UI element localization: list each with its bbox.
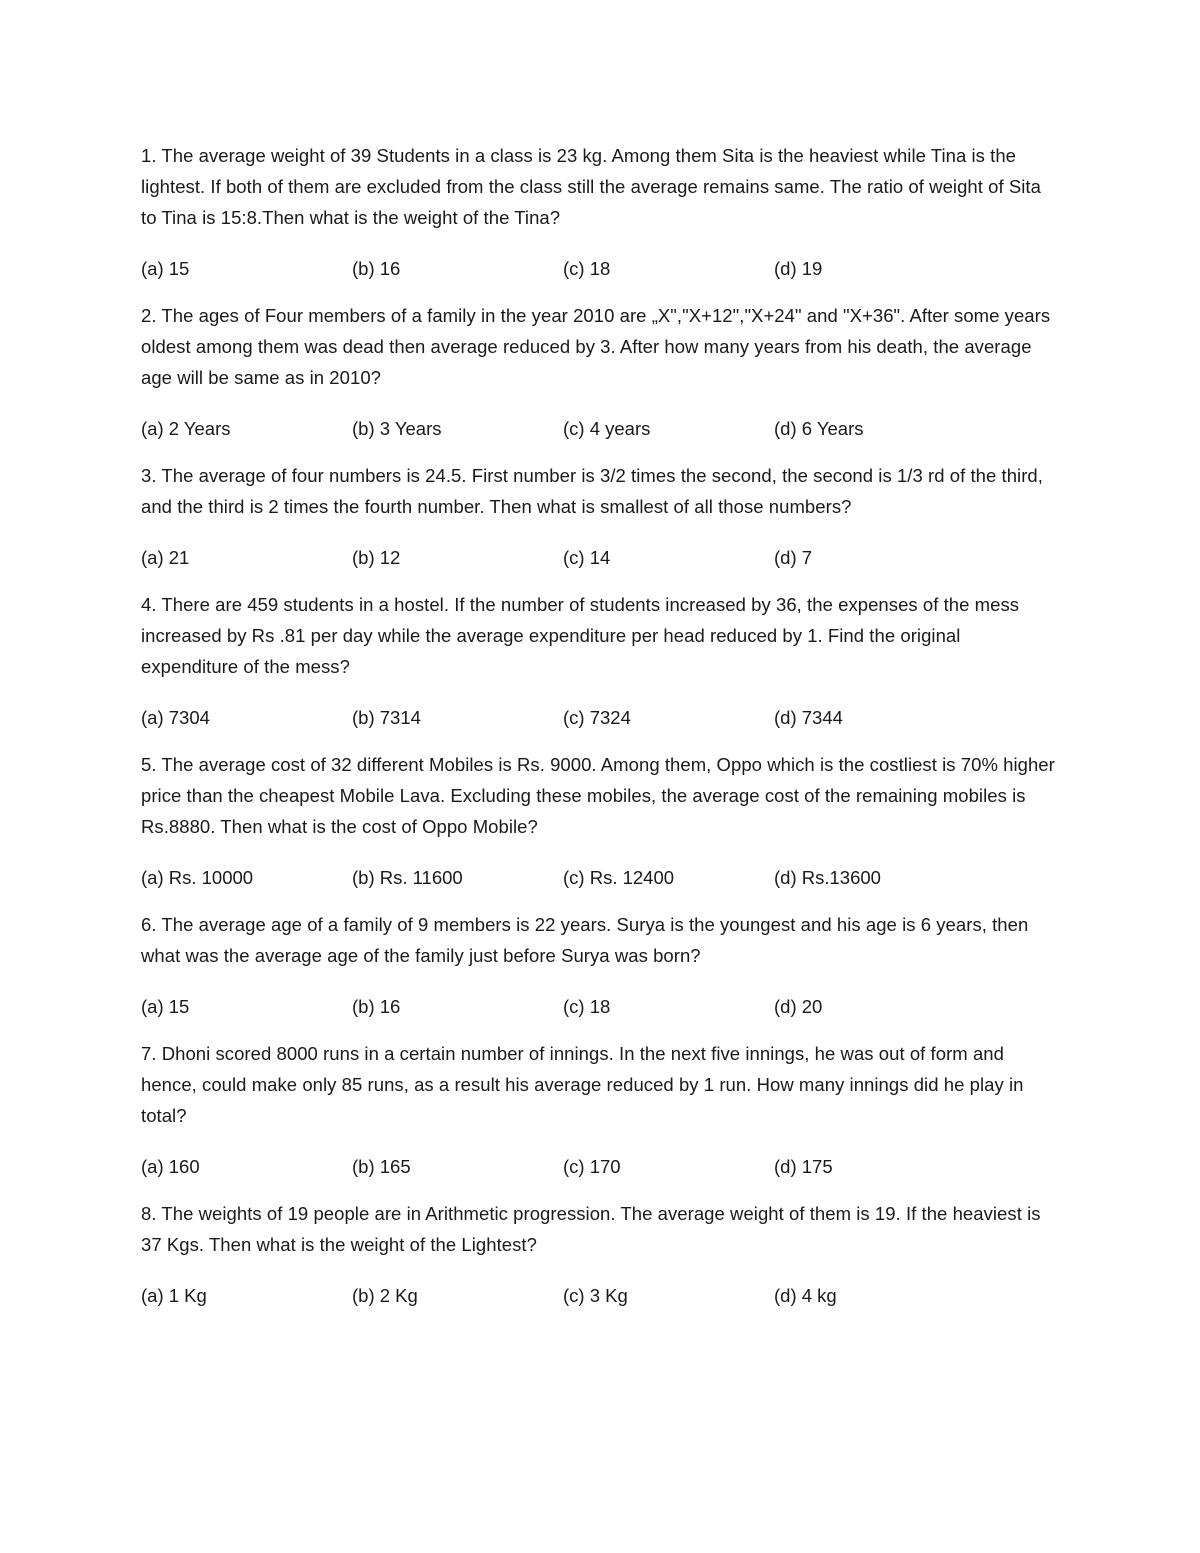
question-2	[141, 300, 1061, 444]
option-d: (d) 6 Years	[774, 418, 864, 439]
question-6	[141, 909, 1061, 1022]
option-a: (a) 21	[141, 547, 190, 568]
option-c: (c) 170	[563, 1156, 621, 1177]
option-a: (a) 15	[141, 258, 190, 279]
question-7	[141, 1038, 1061, 1182]
option-d: (d) 7	[774, 547, 813, 568]
option-b: (b) Rs. 11600	[352, 867, 463, 888]
option-d: (d) 175	[774, 1156, 833, 1177]
option-row	[141, 413, 1061, 444]
question-list	[141, 140, 1061, 1327]
question-text: 5. The average cost of 32 different Mobiles is Rs. 9000. Among them, Oppo which is the costliest is 70% higher price than the cheapest Mobile Lava. Excluding these mobiles, the average cost of the remaining mobiles is Rs.8880. Then what is the cost of Oppo Mobile?	[141, 754, 1055, 837]
option-b: (b) 16	[352, 258, 401, 279]
question-8	[141, 1198, 1061, 1311]
question-4	[141, 589, 1061, 733]
option-row	[141, 1151, 1061, 1182]
option-b: (b) 165	[352, 1156, 411, 1177]
option-row	[141, 702, 1061, 733]
question-text: 3. The average of four numbers is 24.5. First number is 3/2 times the second, the second is 1/3 rd of the third, and the third is 2 times the fourth number. Then what is smallest of all those numbers?	[141, 465, 1043, 517]
option-row	[141, 253, 1061, 284]
option-c: (c) Rs. 12400	[563, 867, 675, 888]
option-b: (b) 16	[352, 996, 401, 1017]
option-d: (d) 20	[774, 996, 823, 1017]
question-text: 7. Dhoni scored 8000 runs in a certain number of innings. In the next five innings, he was out of form and hence, could make only 85 runs, as a result his average reduced by 1 run. How many innings did he play in total?	[141, 1043, 1024, 1126]
question-text: 2. The ages of Four members of a family in the year 2010 are „X","X+12","X+24" and "X+36". After some years oldest among them was dead then average reduced by 3. After how many years from his death, the average age will be same as in 2010?	[141, 305, 1051, 388]
option-d: (d) 4 kg	[774, 1285, 837, 1306]
option-d: (d) Rs.13600	[774, 867, 881, 888]
option-a: (a) 2 Years	[141, 418, 231, 439]
option-b: (b) 12	[352, 547, 401, 568]
option-a: (a) Rs. 10000	[141, 867, 254, 888]
option-row	[141, 1280, 1061, 1311]
option-b: (b) 7314	[352, 707, 421, 728]
option-c: (c) 3 Kg	[563, 1285, 628, 1306]
option-row	[141, 991, 1061, 1022]
option-d: (d) 7344	[774, 707, 843, 728]
question-text: 4. There are 459 students in a hostel. If the number of students increased by 36, the expenses of the mess increased by Rs .81 per day while the average expenditure per head reduced by 1. Find the original expenditure of the mess?	[141, 594, 1020, 677]
option-row	[141, 542, 1061, 573]
option-a: (a) 7304	[141, 707, 210, 728]
question-5	[141, 749, 1061, 893]
option-a: (a) 160	[141, 1156, 200, 1177]
option-c: (c) 18	[563, 996, 611, 1017]
option-b: (b) 3 Years	[352, 418, 442, 439]
question-text: 1. The average weight of 39 Students in a class is 23 kg. Among them Sita is the heaviest while Tina is the lightest. If both of them are excluded from the class still the average remains same. The ratio of weight of Sita to Tina is 15:8.Then what is the weight of the Tina?	[141, 145, 1041, 228]
option-c: (c) 7324	[563, 707, 631, 728]
question-3	[141, 460, 1061, 573]
option-d: (d) 19	[774, 258, 823, 279]
question-1	[141, 140, 1061, 284]
option-a: (a) 15	[141, 996, 190, 1017]
question-text: 6. The average age of a family of 9 members is 22 years. Surya is the youngest and his age is 6 years, then what was the average age of the family just before Surya was born?	[141, 914, 1029, 966]
option-row	[141, 862, 1061, 893]
option-c: (c) 4 years	[563, 418, 651, 439]
option-b: (b) 2 Kg	[352, 1285, 418, 1306]
question-text: 8. The weights of 19 people are in Arithmetic progression. The average weight of them is 19. If the heaviest is 37 Kgs. Then what is the weight of the Lightest?	[141, 1203, 1041, 1255]
option-c: (c) 14	[563, 547, 611, 568]
option-a: (a) 1 Kg	[141, 1285, 207, 1306]
option-c: (c) 18	[563, 258, 611, 279]
